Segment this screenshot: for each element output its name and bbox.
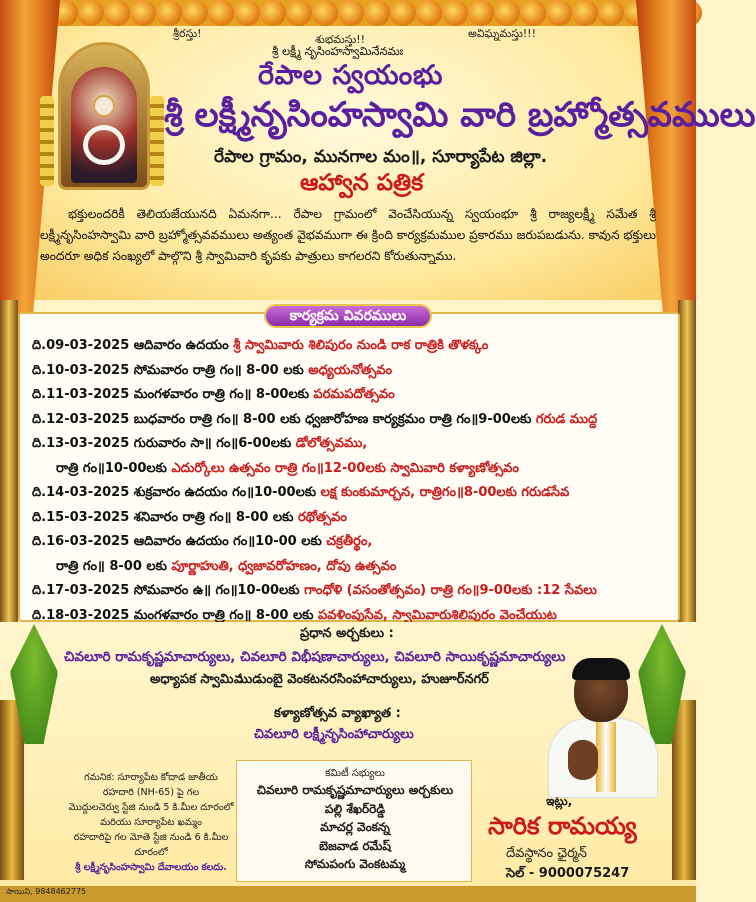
marigold-bead [312, 0, 338, 26]
marigold-bead [390, 0, 416, 26]
note-line: రహదారిపై గల మోతె స్టేజి నుండి 6 కి.మీల దూరంలో [73, 832, 229, 858]
program-row [32, 481, 672, 506]
intro-paragraph: భక్తులందరికీ తెలియజేయునది ఏమనగా... రేపాల గ్రామంలో వెంచేసియున్న స్వయంభూ శ్రీ రాజ్యలక్ష్మీ సమేత శ్రీ లక్ష్మీనృసింహస్వామి వారి బ్రహ్మోత్సవవములు అత్యంత వైభవముగా ఈ క్రింది కార్యక్రమముల ప్రకారము జరుపబడును. కావున భక్తులు అందరూ అధిక సంఖ్యలో పాల్గొని శ్రీ స్వామివారి కృపకు పాత్రులు కాగలరని కోరుతున్నాము. [40, 207, 656, 263]
note-highlight: శ్రీ లక్ష్మీనృసింహస్వామి దేవాలయం కలదు. [75, 862, 227, 873]
program-row [32, 383, 672, 408]
priests-names: చివలూరి రామకృష్ణమాచార్యులు, చివలూరి విభీషణాచార్యులు, చివలూరి సాయికృష్ణమాచార్యులు [64, 649, 566, 665]
note-line: మొద్దులచెర్వు స్టేజి నుండి 5 కి.మీల దూరంలో [68, 802, 234, 813]
program-row-event: పవళింపుసేవ, స్వామివారుశిలిపురం వెంచేయుట [318, 607, 557, 623]
lamp-icon [40, 96, 54, 186]
committee-member: సోమపంగు వెంకటమ్మ [304, 857, 406, 871]
marigold-bead [208, 0, 234, 26]
invocation: శ్రీ లక్ష్మీ నృసింహస్వామినేనమః [272, 44, 404, 58]
marigold-bead [130, 0, 156, 26]
program-list [32, 334, 672, 628]
committee-heading: కమిటీ సభ్యులు [325, 768, 385, 779]
adhyapaka-label: అధ్యాపక స్వామి : [150, 672, 244, 687]
marigold-bead [286, 0, 312, 26]
program-row [32, 432, 672, 457]
program-row-event: లక్ష కుంకుమార్చన, రాత్రిగం॥8-00లకు గరుడసేవ [320, 485, 570, 500]
marigold-bead [156, 0, 182, 26]
program-row-event: అధ్యయనోత్సవం [308, 362, 393, 378]
blessing-left: శ్రీరస్తు! [173, 27, 202, 40]
deity-image [58, 42, 150, 190]
chairman-photo [548, 660, 658, 796]
kalyana-heading: కళ్యాణోత్సవ వ్యాఖ్యాత : [274, 706, 401, 721]
marigold-bead [416, 0, 442, 26]
program-row-event: డోలోత్సవము, [295, 436, 368, 451]
program-row-detail: ది.10-03-2025 సోమవారం రాత్రి గం॥ 8-00 లకు [32, 362, 309, 378]
program-row-detail: రాత్రి గం॥10-00లకు [56, 460, 172, 476]
note-line: గమనిక: సూర్యాపేట కోదాడ జాతీయ [84, 772, 218, 783]
program-row [32, 359, 672, 384]
marigold-bead [442, 0, 468, 26]
right-pillar-bottom [672, 700, 696, 880]
marigold-bead [598, 0, 624, 26]
village-address: రేపాల గ్రామం, మునగాల మం॥, సూర్యాపేట జిల్లా. [214, 147, 548, 167]
lamp-icon [150, 96, 164, 186]
program-row-detail: ది.14-03-2025 శుక్రవారం ఉదయం గం॥10-00లకు [32, 485, 321, 500]
adhyapaka-name: ముడుంబై వెంకటనరసింహాచార్యులు, హుజూర్‌నగర్ [234, 672, 489, 687]
committee-member: చివలూరి రామకృష్ణమాచార్యులు అర్చకులు [256, 783, 454, 797]
marigold-garland [0, 0, 696, 26]
marigold-bead [234, 0, 260, 26]
program-row [32, 579, 672, 604]
program-row-detail: ది.11-03-2025 మంగళవారం రాత్రి గం॥ 8-00లకు [32, 387, 314, 402]
marigold-bead [494, 0, 520, 26]
program-row [32, 530, 672, 555]
committee-list [237, 781, 473, 874]
blessing-center: శుభమస్తు!! [315, 33, 366, 46]
invitation-heading: ఆహ్వాన పత్రిక [300, 170, 424, 196]
yours-label: ఇట్లు, [546, 794, 573, 808]
chairman-name: సారిక రామయ్య [488, 812, 637, 840]
program-row-detail: ది.09-03-2025 ఆదివారం ఉదయం [32, 338, 234, 353]
marigold-bead [468, 0, 494, 26]
program-row-detail: ది.12-03-2025 బుధవారం రాత్రి గం॥ 8-00 లకు ధ్వజారోహణ కార్యక్రమం రాత్రి గం॥9-00లకు [32, 411, 536, 427]
program-heading: కార్యక్రమ వివరములు [264, 304, 432, 328]
program-row-detail: ది.16-03-2025 ఆదివారం ఉదయం గం॥10-00 లకు [32, 534, 327, 549]
program-row-detail: రాత్రి గం॥ 8-00 లకు [56, 558, 172, 574]
committee-member: మాచర్ల వెంకన్న [320, 820, 390, 834]
marigold-bead [182, 0, 208, 26]
marigold-bead [520, 0, 546, 26]
marigold-bead [546, 0, 572, 26]
program-row-detail: ది.13-03-2025 గురువారం సా॥ గం॥6-00లకు [32, 436, 296, 451]
committee-box [236, 760, 472, 882]
program-row-event: శ్రీ స్వామివారు శిలిపురం నుండి రాక రాత్రికి తొళక్కం [233, 338, 489, 353]
program-row-event: ఎదుర్కోలు ఉత్సవం రాత్రి గం॥12-00లకు స్వామివారి కళ్యాణోత్సవం [171, 460, 519, 476]
marigold-bead [364, 0, 390, 26]
program-row [32, 457, 672, 482]
program-row-event: పరమపదోత్సవం [313, 387, 395, 402]
marigold-bead [104, 0, 130, 26]
page-title: శ్రీ లక్ష్మీనృసింహస్వామి వారి బ్రహ్మోత్సవములు [164, 95, 756, 135]
title-line1: రేపాల స్వయంభు [258, 60, 443, 91]
program-row-event: గాంధోళి (వసంతోత్సవం) రాత్రి గం॥9-00లకు :12 సేవలు [304, 583, 597, 598]
right-pillar [678, 300, 696, 630]
kalyana-name: చివలూరి లక్ష్మీనృసింహాచార్యులు [254, 727, 414, 742]
note-line: మరియు సూర్యాపేట ఖమ్మం [100, 817, 202, 828]
program-row-detail: ది.15-03-2025 శనివారం రాత్రి గం॥ 8-00 లకు [32, 509, 298, 525]
marigold-bead [78, 0, 104, 26]
chairman-phone: సెల్ - 9000075247 [506, 866, 630, 881]
program-row [32, 408, 672, 433]
program-row-detail: ది.18-03-2025 మంగళవారం రాత్రి గం॥ 8-00 లకు [32, 607, 318, 623]
program-row [32, 506, 672, 531]
program-row-event: చక్రతీర్థం, [326, 534, 373, 549]
intro-text [40, 204, 656, 267]
footer-bar [0, 886, 696, 902]
left-pillar [0, 300, 18, 630]
chairman-role: దేవస్థానం ఛైర్మన్ [506, 846, 587, 861]
program-row-event: పూర్ణాహుతి, ధ్వజావరోహణం, దోపు ఉత్సవం [171, 558, 397, 574]
designer-credit: సాయిని, 9848462775 [6, 887, 87, 896]
program-row [32, 555, 672, 580]
program-row-detail: ది.17-03-2025 సోమవారం ఉ॥ గం॥10-00లకు [32, 583, 305, 598]
program-row [32, 334, 672, 359]
committee-member: బెజవాడ రమేష్ [319, 838, 391, 853]
note-line: రహదారి (NH-65) పై గల [102, 787, 200, 798]
marigold-bead [260, 0, 286, 26]
blessing-right: అవిఘ్నమస్తు!!! [468, 27, 536, 40]
marigold-bead [572, 0, 598, 26]
committee-member: పల్లి శేఖర్‌రెడ్డి [324, 801, 386, 816]
program-row-event: రథోత్సవం [297, 509, 347, 525]
location-note [56, 770, 246, 875]
priests-heading: ప్రధాన అర్చకులు : [300, 626, 394, 641]
blessings [0, 24, 696, 44]
program-row-event: గరుడ ముద్ద [535, 411, 598, 427]
marigold-bead [338, 0, 364, 26]
left-pillar-bottom [0, 700, 24, 880]
